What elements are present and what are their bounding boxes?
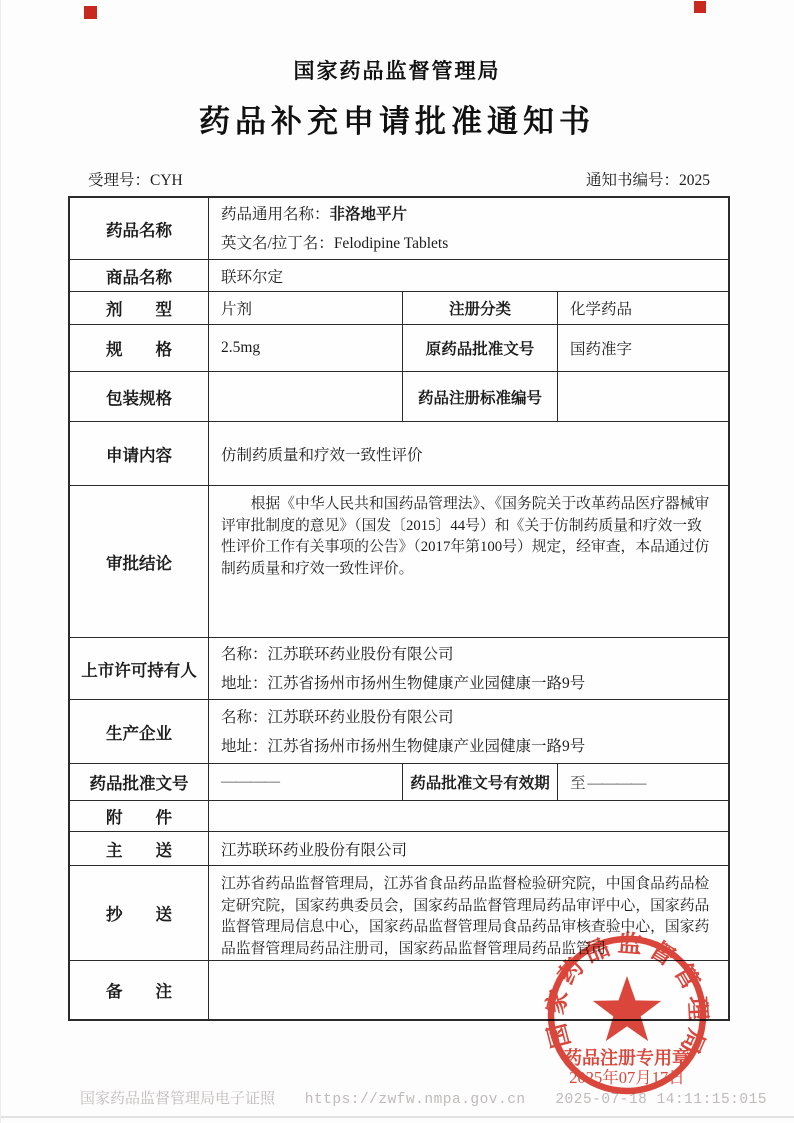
attachment-value <box>209 801 728 831</box>
table-row-package-spec <box>70 371 728 421</box>
package-spec-value <box>209 372 402 421</box>
scan-edge-line-left <box>0 0 1 1123</box>
manufacturer-name-label: 名称： <box>221 708 268 726</box>
acceptance-number-label: 受理号： <box>88 172 151 189</box>
application-label: 申请内容 <box>70 422 209 485</box>
table-row-application <box>70 421 728 485</box>
table-row-spec <box>70 324 728 371</box>
manufacturer-address-value: 江苏省扬州市扬州生物健康产业园健康一路9号 <box>267 737 586 755</box>
english-name-line <box>221 229 448 258</box>
conclusion-text: 根据《中华人民共和国药品管理法》、《国务院关于改革药品医疗器械审评审批制度的意见》（国发〔2015〕44号）和《关于仿制药质量和疗效一致性评价工作有关事项的公告》（2017年第100号）规定，经审查，本品通过仿制药质量和疗效一致性评价。 <box>221 496 710 577</box>
main-recipient-label: 主 送 <box>70 832 209 865</box>
package-spec-label: 包装规格 <box>70 372 209 421</box>
holder-name-label: 名称： <box>221 645 268 663</box>
approval-no-value: ———— <box>221 773 279 790</box>
registration-class-value: 化学药品 <box>570 301 633 318</box>
main-recipient-value: 江苏联环药业股份有限公司 <box>221 841 408 859</box>
registration-class-label: 注册分类 <box>402 292 558 324</box>
conclusion-label: 审批结论 <box>70 486 209 637</box>
generic-name-value: 非洛地平片 <box>329 205 408 223</box>
red-corner-mark-right <box>694 1 706 13</box>
approval-validity-value: 至 ———— <box>570 775 646 792</box>
spec-label: 规 格 <box>70 325 209 371</box>
english-name-label: 英文名/拉丁名： <box>221 234 334 252</box>
dosage-form-value: 片剂 <box>221 301 253 318</box>
table-row-manufacturer <box>70 699 728 763</box>
drug-name-cell <box>209 198 728 259</box>
dosage-form-label: 剂 型 <box>70 292 209 324</box>
reference-line <box>88 168 710 190</box>
acceptance-number <box>88 168 183 190</box>
holder-name-value: 江苏联环药业股份有限公司 <box>267 645 454 663</box>
scan-edge-line-bottom <box>0 1116 794 1118</box>
seal-ring-text: 国家药品监督管理局 <box>542 931 711 1063</box>
manufacturer-cell <box>209 700 728 763</box>
table-row-trade-name <box>70 259 728 291</box>
original-approval-no-label: 原药品批准文号 <box>402 325 558 371</box>
holder-address-line <box>221 669 585 698</box>
cc-text: 江苏省药品监督管理局，江苏省食品药品监督检验研究院，中国食品药品检定研究院，国家药典委员会，国家药品监督管理局药品审评中心，国家药品监督管理局信息中心，国家药品监督管理局食品药品审核查验中心，国家药品监督管理局药品注册司，国家药品监督管理局药品监管司 <box>221 876 710 957</box>
manufacturer-name-line <box>221 703 454 732</box>
trade-name-label: 商品名称 <box>70 260 209 291</box>
trade-name-value: 联环尔定 <box>221 268 284 286</box>
english-name-value: Felodipine Tablets <box>333 234 449 252</box>
table-row-approval-no <box>70 763 728 800</box>
acceptance-number-value: CYH <box>150 172 183 189</box>
table-row-drug-name <box>70 198 728 259</box>
spec-value: 2.5mg <box>221 339 261 356</box>
holder-address-value: 江苏省扬州市扬州生物健康产业园健康一路9号 <box>267 674 586 692</box>
application-value: 仿制药质量和疗效一致性评价 <box>221 446 423 464</box>
footer-timestamp: 2025-07-18 14:11:15:015 <box>555 1092 767 1108</box>
cc-label: 抄 送 <box>70 866 209 960</box>
holder-name-line <box>221 640 454 669</box>
document-title: 药品补充申请批准通知书 <box>199 104 595 139</box>
notice-number-value: 2025 <box>679 172 710 189</box>
approval-no-label: 药品批准文号 <box>70 764 209 800</box>
table-row-dosage-form <box>70 291 728 324</box>
seal-bottom-text: 药品注册专用章 <box>564 1048 690 1068</box>
official-seal <box>541 931 713 1103</box>
generic-name-label: 药品通用名称： <box>221 205 330 223</box>
seal-date: 2025年07月17日 <box>569 1068 685 1087</box>
table-row-main-recipient <box>70 831 728 865</box>
table-row-attachment <box>70 800 728 831</box>
red-corner-mark-left <box>84 6 97 19</box>
footer-url: https://zwfw.nmpa.gov.cn <box>304 1092 526 1108</box>
notice-number-label: 通知书编号： <box>585 172 679 189</box>
approval-validity-label: 药品批准文号有效期 <box>402 764 558 800</box>
drug-name-label: 药品名称 <box>70 198 209 259</box>
manufacturer-label: 生产企业 <box>70 700 209 763</box>
remarks-label: 备 注 <box>70 961 209 1019</box>
attachment-label: 附 件 <box>70 801 209 831</box>
holder-cell <box>209 638 728 699</box>
registration-standard-no-label: 药品注册标准编号 <box>402 372 558 421</box>
registration-standard-no-value <box>558 372 728 421</box>
approval-table <box>68 196 730 1021</box>
agency-title: 国家药品监督管理局 <box>293 60 501 83</box>
footer-issuer: 国家药品监督管理局电子证照 <box>80 1091 276 1107</box>
table-row-holder <box>70 637 728 699</box>
holder-label: 上市许可持有人 <box>70 638 209 699</box>
manufacturer-address-label: 地址： <box>221 737 268 755</box>
seal-graphic <box>541 931 713 1103</box>
table-row-conclusion <box>70 485 728 637</box>
notice-number <box>586 168 710 190</box>
holder-address-label: 地址： <box>221 674 268 692</box>
manufacturer-address-line <box>221 732 585 761</box>
manufacturer-name-value: 江苏联环药业股份有限公司 <box>267 708 454 726</box>
original-approval-no-value: 国药准字 <box>570 341 633 358</box>
seal-star-icon <box>593 976 661 1041</box>
generic-name-line <box>221 200 407 229</box>
